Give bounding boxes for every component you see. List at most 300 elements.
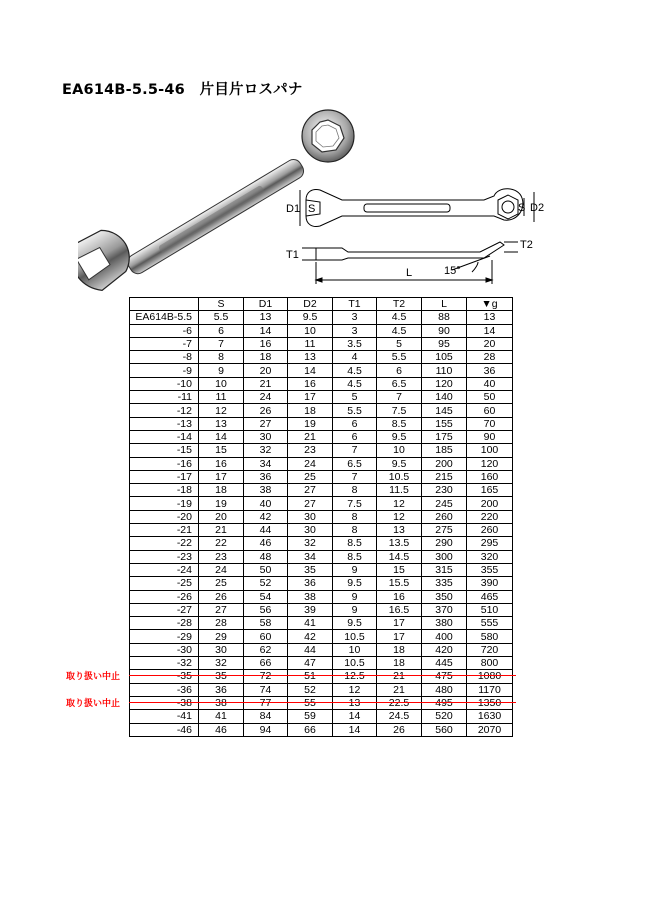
table-cell: 14.5 [377, 550, 422, 563]
table-cell: 74 [244, 683, 288, 696]
table-row [130, 563, 513, 576]
table-cell: 4 [333, 351, 377, 364]
table-cell: 50 [244, 563, 288, 576]
table-cell: 13.5 [377, 537, 422, 550]
table-cell: 3 [333, 324, 377, 337]
table-cell: 145 [422, 404, 467, 417]
table-cell: 18 [377, 657, 422, 670]
table-row [130, 470, 513, 483]
table-row [130, 324, 513, 337]
table-cell: 8.5 [377, 417, 422, 430]
table-cell: 245 [422, 497, 467, 510]
model-cell: -7 [130, 337, 199, 350]
table-cell: 66 [288, 723, 333, 736]
table-cell: 29 [199, 630, 244, 643]
table-cell: 400 [422, 630, 467, 643]
table-cell: 10.5 [377, 470, 422, 483]
table-cell: 30 [244, 430, 288, 443]
table-cell: 10.5 [333, 630, 377, 643]
table-cell: 47 [288, 657, 333, 670]
table-row [130, 404, 513, 417]
table-cell: 88 [422, 311, 467, 324]
table-row [130, 550, 513, 563]
table-cell: 59 [288, 710, 333, 723]
table-cell: 9 [333, 603, 377, 616]
table-cell: 2070 [467, 723, 513, 736]
table-row [130, 497, 513, 510]
table-cell: 5.5 [199, 311, 244, 324]
table-cell: 420 [422, 643, 467, 656]
model-cell: -17 [130, 470, 199, 483]
table-cell: 40 [244, 497, 288, 510]
table-cell: 370 [422, 603, 467, 616]
model-cell: -38 [130, 696, 199, 709]
table-cell: 21 [244, 377, 288, 390]
table-row [130, 337, 513, 350]
column-header: D2 [288, 298, 333, 311]
table-row [130, 710, 513, 723]
table-cell: 52 [244, 577, 288, 590]
table-row [130, 510, 513, 523]
table-cell: 155 [422, 417, 467, 430]
table-cell: 48 [244, 550, 288, 563]
label-s-right: S [518, 202, 526, 214]
table-cell: 20 [467, 337, 513, 350]
table-cell: 26 [244, 404, 288, 417]
table-cell: 23 [199, 550, 244, 563]
table-cell: 21 [199, 524, 244, 537]
table-cell: 60 [244, 630, 288, 643]
model-cell: -26 [130, 590, 199, 603]
table-cell: 215 [422, 470, 467, 483]
model-cell: -10 [130, 377, 199, 390]
table-cell: 260 [422, 510, 467, 523]
table-cell: 35 [288, 563, 333, 576]
model-cell: -28 [130, 617, 199, 630]
table-cell: 12 [377, 497, 422, 510]
model-cell: -46 [130, 723, 199, 736]
table-cell: 8 [333, 510, 377, 523]
model-cell: -23 [130, 550, 199, 563]
table-cell: 315 [422, 563, 467, 576]
table-cell: 90 [467, 430, 513, 443]
table-cell: 58 [244, 617, 288, 630]
table-cell: 12 [199, 404, 244, 417]
table-cell: 9 [199, 364, 244, 377]
model-cell: -14 [130, 430, 199, 443]
table-cell: 390 [467, 577, 513, 590]
table-cell: 38 [244, 484, 288, 497]
table-row [130, 311, 513, 324]
table-cell: 42 [244, 510, 288, 523]
table-cell: 94 [244, 723, 288, 736]
table-row [130, 696, 513, 709]
table-cell: 12.5 [333, 670, 377, 683]
table-cell: 14 [244, 324, 288, 337]
table-cell: 7 [333, 444, 377, 457]
model-cell: -30 [130, 643, 199, 656]
model-cell: -35 [130, 670, 199, 683]
table-cell: 16 [199, 457, 244, 470]
table-cell: 9.5 [377, 430, 422, 443]
table-cell: 39 [288, 603, 333, 616]
table-cell: 56 [244, 603, 288, 616]
table-cell: 46 [199, 723, 244, 736]
table-cell: 5.5 [333, 404, 377, 417]
table-cell: 17 [377, 630, 422, 643]
table-cell: 560 [422, 723, 467, 736]
table-cell: 465 [467, 590, 513, 603]
table-cell: 20 [244, 364, 288, 377]
table-cell: 200 [422, 457, 467, 470]
model-cell: -18 [130, 484, 199, 497]
table-cell: 11 [199, 391, 244, 404]
model-cell: -27 [130, 603, 199, 616]
table-cell: 55 [288, 696, 333, 709]
table-cell: 28 [199, 617, 244, 630]
table-cell: 6.5 [333, 457, 377, 470]
table-cell: 300 [422, 550, 467, 563]
table-cell: 1170 [467, 683, 513, 696]
table-cell: 34 [288, 550, 333, 563]
table-cell: 24.5 [377, 710, 422, 723]
table-cell: 22.5 [377, 696, 422, 709]
table-cell: 25 [199, 577, 244, 590]
table-cell: 16.5 [377, 603, 422, 616]
table-cell: 38 [288, 590, 333, 603]
table-row [130, 417, 513, 430]
table-cell: 11.5 [377, 484, 422, 497]
table-cell: 14 [333, 710, 377, 723]
model-cell: -32 [130, 657, 199, 670]
table-cell: 4.5 [377, 324, 422, 337]
model-cell: -16 [130, 457, 199, 470]
label-l: L [406, 267, 413, 279]
model-cell: EA614B-5.5 [130, 311, 199, 324]
table-cell: 275 [422, 524, 467, 537]
table-cell: 27 [288, 497, 333, 510]
table-cell: 13 [333, 696, 377, 709]
table-cell: 140 [422, 391, 467, 404]
table-cell: 32 [199, 657, 244, 670]
table-cell: 30 [199, 643, 244, 656]
table-cell: 14 [199, 430, 244, 443]
table-cell: 36 [244, 470, 288, 483]
table-row [130, 430, 513, 443]
label-s-left: S [308, 203, 316, 215]
table-cell: 4.5 [377, 311, 422, 324]
table-cell: 54 [244, 590, 288, 603]
table-cell: 5 [333, 391, 377, 404]
table-cell: 7.5 [377, 404, 422, 417]
model-cell: -8 [130, 351, 199, 364]
table-cell: 175 [422, 430, 467, 443]
column-header: L [422, 298, 467, 311]
column-header: S [199, 298, 244, 311]
table-cell: 17 [199, 470, 244, 483]
table-cell: 16 [244, 337, 288, 350]
table-cell: 480 [422, 683, 467, 696]
table-row [130, 657, 513, 670]
table-cell: 260 [467, 524, 513, 537]
table-cell: 51 [288, 670, 333, 683]
table-row [130, 524, 513, 537]
table-cell: 165 [467, 484, 513, 497]
table-cell: 19 [288, 417, 333, 430]
table-cell: 105 [422, 351, 467, 364]
table-cell: 5 [377, 337, 422, 350]
table-cell: 290 [422, 537, 467, 550]
table-cell: 14 [467, 324, 513, 337]
table-cell: 200 [467, 497, 513, 510]
table-row [130, 590, 513, 603]
table-row [130, 603, 513, 616]
table-cell: 77 [244, 696, 288, 709]
table-row [130, 391, 513, 404]
table-cell: 12 [333, 683, 377, 696]
table-cell: 13 [244, 311, 288, 324]
table-cell: 350 [422, 590, 467, 603]
discontinued-strike-line [129, 702, 516, 703]
table-cell: 19 [199, 497, 244, 510]
column-header: D1 [244, 298, 288, 311]
table-row [130, 457, 513, 470]
table-cell: 44 [288, 643, 333, 656]
spec-table [129, 297, 513, 737]
table-cell: 11 [288, 337, 333, 350]
column-header: T1 [333, 298, 377, 311]
table-cell: 800 [467, 657, 513, 670]
table-cell: 41 [288, 617, 333, 630]
table-cell: 9.5 [333, 577, 377, 590]
table-cell: 7 [377, 391, 422, 404]
table-cell: 8 [333, 484, 377, 497]
table-cell: 32 [244, 444, 288, 457]
table-cell: 10 [288, 324, 333, 337]
table-row [130, 377, 513, 390]
table-cell: 120 [422, 377, 467, 390]
table-header-row [130, 298, 513, 311]
table-cell: 7.5 [333, 497, 377, 510]
table-cell: 6 [199, 324, 244, 337]
table-cell: 28 [467, 351, 513, 364]
table-cell: 36 [288, 577, 333, 590]
table-cell: 27 [199, 603, 244, 616]
table-cell: 495 [422, 696, 467, 709]
table-cell: 160 [467, 470, 513, 483]
table-cell: 30 [288, 524, 333, 537]
table-cell: 10 [199, 377, 244, 390]
table-cell: 24 [244, 391, 288, 404]
table-cell: 41 [199, 710, 244, 723]
label-d1: D1 [286, 203, 301, 215]
table-cell: 32 [288, 537, 333, 550]
table-cell: 15.5 [377, 577, 422, 590]
table-row [130, 683, 513, 696]
table-cell: 15 [199, 444, 244, 457]
table-cell: 520 [422, 710, 467, 723]
model-cell: -24 [130, 563, 199, 576]
table-cell: 66 [244, 657, 288, 670]
table-cell: 27 [288, 484, 333, 497]
table-cell: 40 [467, 377, 513, 390]
table-row [130, 643, 513, 656]
table-cell: 14 [288, 364, 333, 377]
table-cell: 16 [288, 377, 333, 390]
table-row [130, 351, 513, 364]
table-cell: 7 [333, 470, 377, 483]
table-cell: 23 [288, 444, 333, 457]
table-cell: 20 [199, 510, 244, 523]
model-cell: -19 [130, 497, 199, 510]
table-cell: 35 [199, 670, 244, 683]
table-cell: 50 [467, 391, 513, 404]
label-angle: 15° [444, 265, 461, 277]
table-cell: 3.5 [333, 337, 377, 350]
table-cell: 44 [244, 524, 288, 537]
table-cell: 4.5 [333, 377, 377, 390]
table-cell: 13 [467, 311, 513, 324]
table-cell: 120 [467, 457, 513, 470]
table-cell: 13 [199, 417, 244, 430]
column-header: T2 [377, 298, 422, 311]
table-cell: 36 [199, 683, 244, 696]
table-cell: 30 [288, 510, 333, 523]
table-cell: 6 [333, 417, 377, 430]
table-cell: 9 [333, 590, 377, 603]
table-cell: 10.5 [333, 657, 377, 670]
table-body [130, 311, 513, 737]
table-cell: 46 [244, 537, 288, 550]
table-cell: 84 [244, 710, 288, 723]
dimension-diagram [272, 178, 552, 290]
model-cell: -6 [130, 324, 199, 337]
column-header: ▼g [467, 298, 513, 311]
table-cell: 8 [333, 524, 377, 537]
table-cell: 220 [467, 510, 513, 523]
table-cell: 320 [467, 550, 513, 563]
table-cell: 9.5 [288, 311, 333, 324]
table-cell: 95 [422, 337, 467, 350]
table-cell: 9 [333, 563, 377, 576]
table-row [130, 537, 513, 550]
table-cell: 475 [422, 670, 467, 683]
table-cell: 185 [422, 444, 467, 457]
table-cell: 355 [467, 563, 513, 576]
model-cell: -21 [130, 524, 199, 537]
page-title: EA614B-5.5-46 片目片ロスパナ [62, 82, 303, 98]
table-cell: 10 [333, 643, 377, 656]
table-cell: 580 [467, 630, 513, 643]
model-cell: -41 [130, 710, 199, 723]
table-cell: 720 [467, 643, 513, 656]
table-cell: 295 [467, 537, 513, 550]
table-row [130, 444, 513, 457]
table-cell: 24 [199, 563, 244, 576]
table-cell: 13 [288, 351, 333, 364]
table-cell: 70 [467, 417, 513, 430]
table-cell: 52 [288, 683, 333, 696]
table-cell: 18 [244, 351, 288, 364]
model-cell: -13 [130, 417, 199, 430]
table-cell: 17 [288, 391, 333, 404]
table-row [130, 484, 513, 497]
table-cell: 42 [288, 630, 333, 643]
table-cell: 21 [377, 683, 422, 696]
table-row [130, 364, 513, 377]
table-cell: 17 [377, 617, 422, 630]
model-cell: -15 [130, 444, 199, 457]
table-cell: 8 [199, 351, 244, 364]
model-cell: -9 [130, 364, 199, 377]
model-cell: -11 [130, 391, 199, 404]
table-cell: 62 [244, 643, 288, 656]
table-cell: 9.5 [377, 457, 422, 470]
table-row [130, 723, 513, 736]
table-row [130, 630, 513, 643]
table-cell: 6 [333, 430, 377, 443]
table-cell: 3 [333, 311, 377, 324]
table-cell: 12 [377, 510, 422, 523]
table-cell: 4.5 [333, 364, 377, 377]
table-cell: 38 [199, 696, 244, 709]
table-cell: 13 [377, 524, 422, 537]
discontinued-label: 取り扱い中止 [66, 672, 121, 683]
table-cell: 15 [377, 563, 422, 576]
label-t2: T2 [520, 239, 533, 251]
discontinued-strike-line [129, 675, 516, 676]
table-row [130, 617, 513, 630]
model-cell: -36 [130, 683, 199, 696]
model-cell: -12 [130, 404, 199, 417]
table-row [130, 577, 513, 590]
model-cell: -22 [130, 537, 199, 550]
table-cell: 110 [422, 364, 467, 377]
table-cell: 1350 [467, 696, 513, 709]
table-cell: 26 [377, 723, 422, 736]
table-cell: 21 [377, 670, 422, 683]
column-header [130, 298, 199, 311]
table-cell: 18 [288, 404, 333, 417]
table-cell: 1080 [467, 670, 513, 683]
table-cell: 25 [288, 470, 333, 483]
table-cell: 9.5 [333, 617, 377, 630]
table-cell: 22 [199, 537, 244, 550]
table-cell: 16 [377, 590, 422, 603]
table-cell: 6 [377, 364, 422, 377]
model-cell: -20 [130, 510, 199, 523]
table-cell: 72 [244, 670, 288, 683]
label-t1: T1 [286, 249, 299, 261]
table-row [130, 670, 513, 683]
table-cell: 90 [422, 324, 467, 337]
table-cell: 34 [244, 457, 288, 470]
table-cell: 5.5 [377, 351, 422, 364]
table-cell: 18 [377, 643, 422, 656]
table-cell: 100 [467, 444, 513, 457]
table-cell: 445 [422, 657, 467, 670]
model-cell: -25 [130, 577, 199, 590]
label-d2: D2 [530, 202, 545, 214]
table-cell: 380 [422, 617, 467, 630]
model-cell: -29 [130, 630, 199, 643]
table-cell: 8.5 [333, 550, 377, 563]
table-cell: 6.5 [377, 377, 422, 390]
table-cell: 27 [244, 417, 288, 430]
table-cell: 36 [467, 364, 513, 377]
table-cell: 14 [333, 723, 377, 736]
discontinued-label: 取り扱い中止 [66, 699, 121, 710]
